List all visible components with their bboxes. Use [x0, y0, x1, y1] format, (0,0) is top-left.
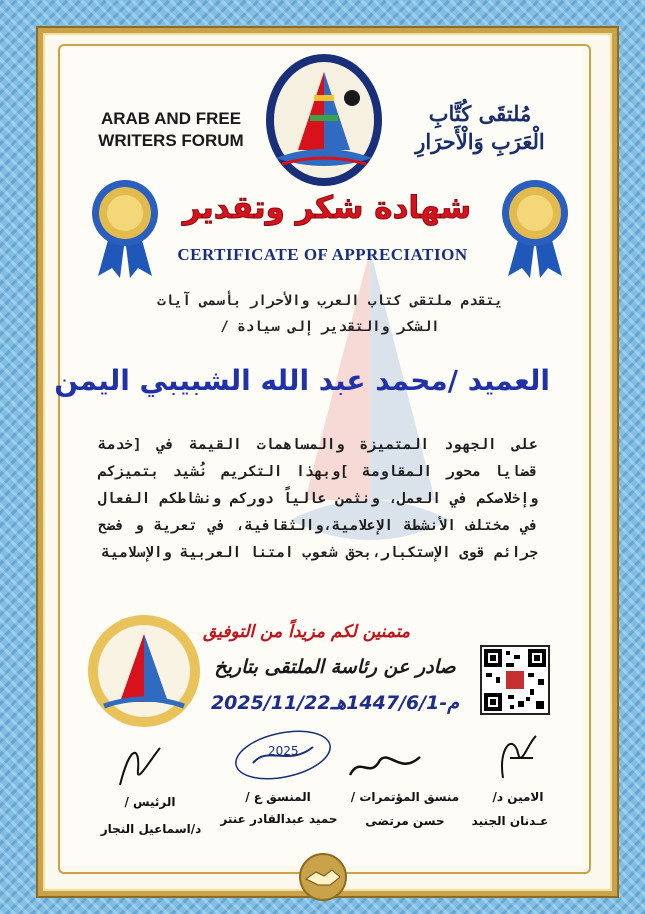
forum-name-arabic: مُلتقَى كُتَّابِ الْعَرَبِ وَالْأَحرَارِ: [415, 101, 545, 154]
signature-2-icon: [228, 725, 338, 785]
issue-date: 2025/11/22م-1447/6/1هـ: [210, 692, 460, 714]
signature-1-name: د/اسماعيل النجار: [100, 822, 202, 836]
handshake-icon: [294, 852, 352, 902]
forum-name-english: ARAB AND FREE WRITERS FORUM: [98, 109, 244, 150]
signature-4-title: الامين د/: [492, 790, 544, 804]
signature-3-title: منسق المؤتمرات /: [350, 790, 460, 804]
intro-text: [130, 288, 530, 340]
signature-3-icon: [345, 745, 425, 785]
signature-2-title: المنسق ع /: [245, 790, 311, 804]
signature-4-name: عـدنان الجنيد: [471, 814, 549, 828]
recipient-name: العميد /محمد عبد الله الشبيبي اليمن: [54, 364, 550, 397]
signature-3-name: حسن مرتضى: [365, 814, 445, 828]
wish-text: متمنين لكم مزيداً من التوفيق: [203, 622, 410, 642]
svg-text:2025: 2025: [268, 744, 299, 758]
forum-logo: [262, 40, 386, 190]
certificate-title-english: CERTIFICATE OF APPRECIATION: [177, 245, 468, 264]
signature-4-icon: [488, 728, 543, 783]
issued-text: صادر عن رئاسة الملتقى بتاريخ: [214, 656, 456, 678]
intro-line-2: الشكر والتقدير إلى سيادة /: [220, 319, 440, 335]
certificate-title-arabic: شهادة شكر وتقدير: [182, 190, 472, 226]
signature-1-title: الرئيس /: [124, 795, 176, 809]
qr-code: [480, 645, 550, 715]
medal-right-icon: [500, 178, 570, 278]
forum-logo-small: [82, 612, 206, 730]
intro-line-1: يتقدم ملتقى كتاب العرب والأحرار بأسمى آيات: [157, 293, 503, 309]
signature-1-icon: [110, 740, 170, 790]
signature-2-name: حميد عبدالقادر عنتر: [220, 812, 338, 826]
certificate-body: على الجهود المتميزة والمساهمات القيمة في [خدمة قضايا محور المقاومة ]وبهذا التكريم نُشيد بتميزكم وإخلاصكم في العمل، ونثمن عالياً دوركم ونشاطكم الفعال في مختلف الأنشطة الإعلامية،والثقافية، في تعرية و فضح جرائم قوى الإستكبار،بحق شعوب امتنا العربية والإسلامية: [98, 437, 538, 561]
